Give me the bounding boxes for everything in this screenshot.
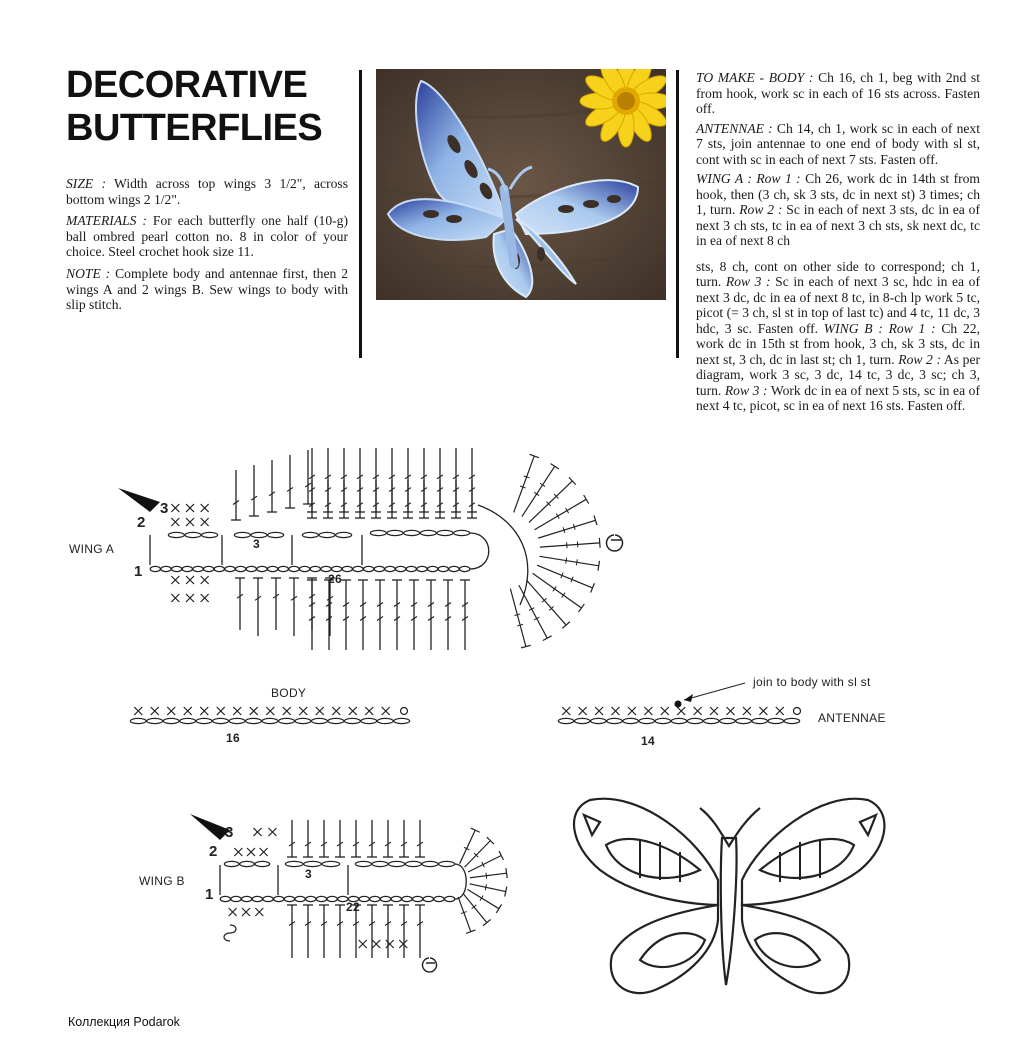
wing-opening bbox=[760, 839, 854, 878]
chain-stitch bbox=[289, 566, 299, 571]
chain-stitch bbox=[671, 718, 686, 723]
chain-stitch bbox=[255, 861, 270, 866]
wing-b-row-2-number: 2 bbox=[209, 843, 218, 860]
wing-outline bbox=[742, 799, 884, 905]
wing-outline bbox=[742, 905, 849, 993]
antennae-label: ANTENNAE : bbox=[696, 120, 773, 136]
wing-opening bbox=[755, 933, 820, 967]
single-crochet-mark bbox=[579, 707, 587, 715]
title-line-2: BUTTERFLIES bbox=[66, 107, 323, 149]
wing-b-count-22: 22 bbox=[346, 900, 360, 914]
chain-stitch bbox=[268, 532, 284, 537]
wing-outline bbox=[574, 799, 718, 905]
chain-stitch bbox=[240, 861, 255, 866]
chain-stitch bbox=[372, 861, 388, 866]
tall-stitch bbox=[529, 481, 572, 522]
tall-stitch bbox=[514, 456, 535, 512]
chain-stitch bbox=[607, 718, 622, 723]
chain-stitch bbox=[394, 718, 410, 723]
chain-stitch bbox=[172, 566, 182, 571]
wing-b-row3-text: Work dc in ea of next 5 sts, sc in ea of next 4 tc, picot, sc in ea of next 16 sts. Fasten off. bbox=[696, 382, 980, 413]
antennae-text: Ch 14, ch 1, work sc in each of next 7 sts, join antennae to one end of body with sl st, cont with sc in each of next 7 sts. Fasten off. bbox=[696, 120, 980, 167]
chain-stitch bbox=[370, 896, 380, 901]
chain-stitch bbox=[370, 530, 386, 535]
chain-stitch bbox=[428, 566, 438, 571]
body-label: BODY bbox=[271, 686, 307, 700]
wing-a-count-26: 26 bbox=[328, 572, 342, 586]
chain-stitch bbox=[391, 896, 401, 901]
tall-stitch bbox=[533, 573, 582, 608]
note-label: NOTE : bbox=[66, 265, 111, 281]
chain-stitch bbox=[558, 718, 573, 723]
chain-stitch bbox=[364, 566, 374, 571]
chain-stitch bbox=[417, 566, 427, 571]
body-label: TO MAKE - BODY : bbox=[696, 70, 814, 85]
chain-stitch bbox=[214, 566, 224, 571]
chain-stitch bbox=[423, 896, 433, 901]
tall-stitch bbox=[458, 897, 471, 932]
single-crochet-mark bbox=[201, 594, 209, 602]
chain-stitch bbox=[306, 896, 316, 901]
wing-a-row3-label: Row 3 : bbox=[725, 274, 771, 289]
body-diagram bbox=[130, 707, 409, 724]
single-crochet-mark bbox=[612, 707, 620, 715]
chain-stitch bbox=[257, 566, 267, 571]
single-crochet-mark bbox=[229, 908, 237, 916]
single-crochet-mark bbox=[151, 707, 159, 715]
chain-stitch bbox=[295, 718, 311, 723]
chain-stitch bbox=[327, 896, 337, 901]
single-crochet-mark bbox=[247, 848, 255, 856]
size-text: Width across top wings 3 1/2", across bottom wings 2 1/2". bbox=[66, 176, 348, 207]
chain-stitch bbox=[278, 566, 288, 571]
wing-a-row-1-number: 1 bbox=[134, 563, 143, 580]
single-crochet-mark bbox=[186, 518, 194, 526]
chain-stitch bbox=[445, 896, 455, 901]
chain-stitch bbox=[231, 896, 241, 901]
single-crochet-mark bbox=[171, 504, 179, 512]
chain-stitch bbox=[262, 718, 278, 723]
single-crochet-mark bbox=[562, 707, 570, 715]
chain-stitch bbox=[434, 896, 444, 901]
chain-stitch bbox=[182, 566, 192, 571]
chain-stitch bbox=[342, 566, 352, 571]
single-crochet-mark bbox=[266, 707, 274, 715]
wing-b-row-1-number: 1 bbox=[205, 886, 214, 903]
chain-stitch bbox=[168, 532, 184, 537]
title-line-1: DECORATIVE bbox=[66, 64, 308, 106]
chain-stitch bbox=[405, 861, 421, 866]
single-crochet-mark bbox=[234, 848, 242, 856]
chain-stitch bbox=[623, 718, 638, 723]
antennae-count: 14 bbox=[641, 734, 655, 748]
chain-stitch bbox=[302, 532, 318, 537]
chain-stitch bbox=[295, 896, 305, 901]
single-crochet-mark bbox=[233, 707, 241, 715]
chain-stitch bbox=[312, 718, 328, 723]
chain-stitch bbox=[380, 896, 390, 901]
chain-stitch bbox=[752, 718, 767, 723]
chain-stitch bbox=[389, 861, 405, 866]
wing-a-label: WING A bbox=[69, 542, 115, 556]
single-crochet-mark bbox=[184, 707, 192, 715]
wing-b-row2-label: Row 2 : bbox=[898, 351, 942, 367]
chain-stitch bbox=[437, 530, 453, 535]
chain-stitch bbox=[150, 566, 160, 571]
body-count: 16 bbox=[226, 731, 240, 745]
chain-stitch bbox=[720, 718, 735, 723]
chain-stitch bbox=[213, 718, 229, 723]
chain-stitch bbox=[687, 718, 702, 723]
single-crochet-mark bbox=[759, 707, 767, 715]
chain-stitch bbox=[285, 861, 303, 866]
chain-stitch bbox=[385, 566, 395, 571]
start-arrow-icon bbox=[190, 814, 230, 840]
wing-b-row2-text: As per diagram, work 3 sc, 3 dc, 14 tc, 3 dc, 3 sc; ch 3, turn. bbox=[696, 351, 980, 398]
chain-stitch bbox=[229, 718, 245, 723]
chain-stitch bbox=[655, 718, 670, 723]
chain-stitch bbox=[460, 566, 470, 571]
body-text: Ch 16, ch 1, beg with 2nd st from hook, work sc in each of 16 sts across. Fasten off. bbox=[696, 70, 980, 116]
chain-stitch bbox=[332, 566, 342, 571]
chain-stitch bbox=[639, 718, 654, 723]
chain-stitch bbox=[396, 566, 406, 571]
single-crochet-mark bbox=[349, 707, 357, 715]
single-crochet-mark bbox=[710, 707, 718, 715]
chain-stitch bbox=[449, 566, 459, 571]
single-crochet-mark bbox=[382, 707, 390, 715]
chain-stitch bbox=[220, 896, 230, 901]
chain-stitch bbox=[202, 532, 218, 537]
chain-stitch bbox=[130, 718, 146, 723]
wing-b-row3-label: Row 3 : bbox=[724, 382, 768, 398]
single-crochet-mark bbox=[776, 707, 784, 715]
chain-stitch bbox=[328, 718, 344, 723]
wing-b-row1-text: Ch 22, work dc in 15th st from hook, 3 ch, sk 3 sts, dc in next st, 3 ch, dc in last st; ch 1, turn. bbox=[696, 320, 980, 367]
tall-stitch bbox=[467, 889, 499, 908]
chain-stitch bbox=[355, 861, 371, 866]
single-crochet-mark bbox=[743, 707, 751, 715]
single-crochet-mark bbox=[399, 940, 407, 948]
chain-stitch bbox=[234, 532, 250, 537]
single-crochet-mark bbox=[250, 707, 258, 715]
single-crochet-mark bbox=[661, 707, 669, 715]
chain-stitch bbox=[736, 718, 751, 723]
chain-stitch bbox=[204, 566, 214, 571]
single-crochet-mark bbox=[628, 707, 636, 715]
single-crochet-mark bbox=[595, 707, 603, 715]
chain-stitch bbox=[574, 718, 589, 723]
chain-stitch bbox=[344, 718, 360, 723]
single-crochet-mark bbox=[186, 594, 194, 602]
wing-outline bbox=[721, 838, 737, 985]
wing-a-label: WING A : Row 1 : bbox=[696, 171, 801, 186]
chain-stitch bbox=[304, 861, 322, 866]
tall-stitch bbox=[526, 580, 566, 625]
single-crochet-mark bbox=[255, 908, 263, 916]
single-crochet-mark bbox=[242, 908, 250, 916]
single-crochet-mark bbox=[134, 707, 142, 715]
chain-stitch bbox=[310, 566, 320, 571]
single-crochet-mark bbox=[372, 940, 380, 948]
chain-stitch bbox=[438, 566, 448, 571]
chain-stitch bbox=[279, 718, 295, 723]
wing-a-row3-text: Sc in each of next 3 sc, hdc in ea of next 3 dc, dc in ea of next 8 tc, in 8-ch lp work 5 tc, picot (= 3 ch, sl st in top of last tc) and 4 tc, 11 dc, 3 hdc, 3 sc. Fasten off. bbox=[696, 274, 980, 336]
chain-stitch bbox=[377, 718, 393, 723]
wing-opening bbox=[640, 933, 705, 967]
chain-stitch bbox=[263, 896, 273, 901]
chain-stitch bbox=[406, 566, 416, 571]
chain-stitch bbox=[704, 718, 719, 723]
chain-stitch bbox=[319, 532, 335, 537]
chain-stitch bbox=[454, 530, 470, 535]
antennae-diagram bbox=[558, 683, 800, 724]
wing-b-row-3-number: 3 bbox=[225, 824, 234, 841]
single-crochet-mark bbox=[201, 576, 209, 584]
chain-stitch bbox=[147, 718, 163, 723]
wing-outline bbox=[611, 905, 718, 993]
wing-b-label: WING B : Row 1 : bbox=[823, 320, 936, 336]
single-crochet-mark bbox=[269, 828, 277, 836]
chain-stitch bbox=[359, 896, 369, 901]
wing-a-row2-label: Row 2 : bbox=[739, 202, 783, 217]
chain-stitch bbox=[404, 530, 420, 535]
single-crochet-mark bbox=[644, 707, 652, 715]
single-crochet-mark bbox=[694, 707, 702, 715]
chain-stitch bbox=[224, 861, 239, 866]
chain-stitch bbox=[353, 566, 363, 571]
wing-a-diagram bbox=[118, 448, 623, 650]
chain-stitch bbox=[420, 530, 436, 535]
wing-b-label: WING B bbox=[139, 874, 185, 888]
arrow-icon bbox=[684, 694, 693, 702]
join-note: join to body with sl st bbox=[753, 675, 871, 689]
chain-stitch bbox=[422, 861, 438, 866]
single-crochet-mark bbox=[316, 707, 324, 715]
footer-credit: Коллекция Podarok bbox=[68, 1015, 180, 1029]
single-crochet-mark bbox=[201, 518, 209, 526]
wing-a-row2-text-2: sts, 8 ch, cont on other side to correspond; ch 1, turn. bbox=[696, 258, 980, 289]
chain-stitch bbox=[180, 718, 196, 723]
tall-stitch bbox=[463, 894, 486, 923]
single-crochet-mark bbox=[186, 576, 194, 584]
single-crochet-mark bbox=[299, 707, 307, 715]
chain-stitch bbox=[374, 566, 384, 571]
materials-label: MATERIALS : bbox=[66, 213, 147, 229]
single-crochet-mark bbox=[186, 504, 194, 512]
chain-stitch bbox=[402, 896, 412, 901]
chain-stitch bbox=[236, 566, 246, 571]
single-crochet-mark bbox=[359, 940, 367, 948]
chain-stitch bbox=[246, 718, 262, 723]
chain-stitch bbox=[163, 718, 179, 723]
chain-stitch bbox=[225, 566, 235, 571]
chain-stitch bbox=[161, 566, 171, 571]
chain-stitch bbox=[268, 566, 278, 571]
wing-a-row-3-number: 3 bbox=[160, 500, 169, 517]
join-point-icon bbox=[675, 701, 682, 708]
wing-a-count-3: 3 bbox=[253, 537, 260, 551]
butterfly-outline-diagram bbox=[574, 799, 884, 993]
chain-stitch bbox=[300, 566, 310, 571]
chain-stitch bbox=[242, 896, 252, 901]
tall-stitch bbox=[539, 556, 598, 565]
chain-stitch bbox=[185, 532, 201, 537]
chain-stitch bbox=[439, 861, 455, 866]
chain-stitch bbox=[322, 861, 340, 866]
tall-stitch bbox=[470, 873, 507, 878]
single-crochet-mark bbox=[727, 707, 735, 715]
wing-a-row1-text: Ch 26, work dc in 14th st from hook, then (3 ch, sk 3 sts, dc in next st) 3 times; ch 1, turn. bbox=[696, 171, 980, 217]
chain-stitch bbox=[274, 896, 284, 901]
antennae-label: ANTENNAE bbox=[818, 711, 886, 725]
single-crochet-mark bbox=[171, 594, 179, 602]
picot-mark bbox=[606, 535, 622, 551]
chain-stitch bbox=[412, 896, 422, 901]
wing-b-diagram bbox=[190, 814, 507, 972]
wing-a-row2-text-1: Sc in each of next 3 sts, dc in ea of next 3 ch sts, tc in ea of next 3 ch sts, sk next dc, tc in ea of next 8 ch bbox=[696, 202, 981, 248]
chain-stitch bbox=[784, 718, 799, 723]
tall-stitch bbox=[519, 585, 547, 638]
tall-stitch bbox=[540, 543, 600, 547]
single-crochet-mark bbox=[677, 707, 685, 715]
note-text: Complete body and antennae first, then 2 wings A and 2 wings B. Sew wings to body with slip stitch. bbox=[66, 265, 348, 313]
wing-a-row-2-number: 2 bbox=[137, 514, 146, 531]
picot-mark bbox=[423, 958, 437, 972]
chain-stitch bbox=[387, 530, 403, 535]
chain-stitch bbox=[316, 896, 326, 901]
materials-text: For each butterfly one half (10-g) ball ombred pearl cotton no. 8 in color of your choice. Steel crochet hook size 11. bbox=[66, 213, 348, 260]
single-crochet-mark bbox=[171, 576, 179, 584]
chain-stitch bbox=[321, 566, 331, 571]
single-crochet-mark bbox=[365, 707, 373, 715]
single-crochet-mark bbox=[167, 707, 175, 715]
tall-stitch bbox=[470, 884, 506, 892]
size-label: SIZE : bbox=[66, 176, 106, 191]
start-arrow-icon bbox=[118, 488, 160, 512]
single-crochet-mark bbox=[283, 707, 291, 715]
chain-stitch bbox=[196, 718, 212, 723]
chain-stitch bbox=[768, 718, 783, 723]
wing-opening bbox=[606, 839, 700, 878]
wing-outline bbox=[700, 808, 760, 846]
single-crochet-mark bbox=[217, 707, 225, 715]
chain-stitch bbox=[193, 566, 203, 571]
single-crochet-mark bbox=[254, 828, 262, 836]
chain-stitch bbox=[284, 896, 294, 901]
single-crochet-mark bbox=[200, 707, 208, 715]
chain-stitch bbox=[591, 718, 606, 723]
tall-stitch bbox=[537, 565, 593, 588]
chain-stitch bbox=[336, 532, 352, 537]
chain-stitch bbox=[246, 566, 256, 571]
chain-stitch bbox=[361, 718, 377, 723]
single-crochet-mark bbox=[386, 940, 394, 948]
single-crochet-mark bbox=[201, 504, 209, 512]
wing-b-count-3: 3 bbox=[305, 867, 312, 881]
chain-stitch bbox=[252, 896, 262, 901]
tall-stitch bbox=[522, 466, 555, 516]
single-crochet-mark bbox=[171, 518, 179, 526]
single-crochet-mark bbox=[332, 707, 340, 715]
single-crochet-mark bbox=[260, 848, 268, 856]
